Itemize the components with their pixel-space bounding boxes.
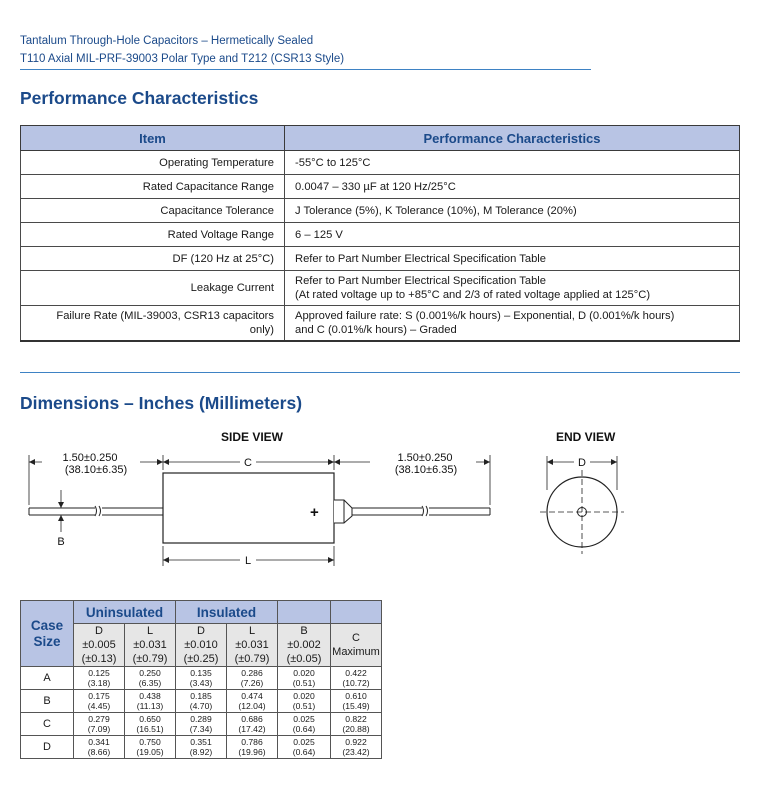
col-header: D ±0.005 (±0.13) <box>74 624 125 667</box>
col-header: C Maximum <box>331 624 382 667</box>
dimensions-section-title: Dimensions – Inches (Millimeters) <box>20 393 303 413</box>
perf-col-item: Item <box>21 126 285 151</box>
case-letter: C <box>21 713 74 736</box>
case-letter: D <box>21 736 74 759</box>
table-cell: 0.025 (0.64) <box>278 736 331 759</box>
end-view-label: END VIEW <box>556 430 616 444</box>
case-letter: A <box>21 667 74 690</box>
document-header-line1: Tantalum Through-Hole Capacitors – Hermetically Sealed <box>20 35 314 47</box>
perf-value-line1: Refer to Part Number Electrical Specification Table <box>295 275 547 287</box>
table-cell: 0.250 (6.35) <box>125 667 176 690</box>
perf-item: Capacitance Tolerance <box>21 199 285 223</box>
left-lead-length-mm: (38.10±6.35) <box>64 464 128 476</box>
perf-value-line2: and C (0.01%/k hours) – Graded <box>295 324 457 336</box>
table-cell: 0.341 (8.66) <box>74 736 125 759</box>
table-cell: 0.422 (10.72) <box>331 667 382 690</box>
table-cell: 0.650 (16.51) <box>125 713 176 736</box>
perf-value: J Tolerance (5%), K Tolerance (10%), M Tolerance (20%) <box>285 199 740 223</box>
perf-value: 0.0047 – 330 µF at 120 Hz/25°C <box>285 175 740 199</box>
table-cell: 0.279 (7.09) <box>74 713 125 736</box>
performance-section-title: Performance Characteristics <box>20 88 259 108</box>
side-view-label: SIDE VIEW <box>221 430 284 444</box>
capacitor-body <box>163 473 334 543</box>
dim-label-b: B <box>57 536 65 548</box>
table-cell: 0.686 (17.42) <box>227 713 278 736</box>
table-row <box>21 667 382 690</box>
perf-item: DF (120 Hz at 25°C) <box>21 247 285 271</box>
perf-item: Failure Rate (MIL-39003, CSR13 capacitors only) <box>21 306 285 342</box>
dim-label-d: D <box>578 457 586 469</box>
polarity-plus: + <box>310 504 319 521</box>
table-cell: 0.351 (8.92) <box>176 736 227 759</box>
perf-item: Operating Temperature <box>21 151 285 175</box>
dim-label-c: C <box>244 457 252 469</box>
perf-value: 6 – 125 V <box>285 223 740 247</box>
right-lead-length-mm: (38.10±6.35) <box>394 464 458 476</box>
uninsulated-header: Uninsulated <box>74 601 176 624</box>
perf-value: -55°C to 125°C <box>285 151 740 175</box>
table-cell: 0.822 (20.88) <box>331 713 382 736</box>
table-cell: 0.289 (7.34) <box>176 713 227 736</box>
table-cell: 0.474 (12.04) <box>227 690 278 713</box>
document-header-line2: T110 Axial MIL-PRF-39003 Polar Type and T212 (CSR13 Style) <box>20 53 345 65</box>
table-cell: 0.185 (4.70) <box>176 690 227 713</box>
perf-item: Rated Capacitance Range <box>21 175 285 199</box>
table-cell: 0.438 (11.13) <box>125 690 176 713</box>
table-cell: 0.610 (15.49) <box>331 690 382 713</box>
right-lead-length: 1.50±0.250 <box>397 452 453 464</box>
table-cell: 0.135 (3.43) <box>176 667 227 690</box>
perf-value-line2: (At rated voltage up to +85°C and 2/3 of rated voltage applied at 125°C) <box>295 289 651 301</box>
table-row <box>21 690 382 713</box>
table-cell: 0.125 (3.18) <box>74 667 125 690</box>
insulated-header: Insulated <box>176 601 278 624</box>
table-cell: 0.786 (19.96) <box>227 736 278 759</box>
perf-item: Rated Voltage Range <box>21 223 285 247</box>
dim-label-l: L <box>244 555 252 567</box>
case-letter: B <box>21 690 74 713</box>
col-header: D ±0.010 (±0.25) <box>176 624 227 667</box>
perf-item: Leakage Current <box>21 271 285 306</box>
table-row <box>21 736 382 759</box>
col-header: L ±0.031 (±0.79) <box>227 624 278 667</box>
perf-value-line1: Approved failure rate: S (0.001%/k hours) – Exponential, D (0.001%/k hours) <box>295 310 675 322</box>
left-lead-length: 1.50±0.250 <box>62 452 118 464</box>
perf-col-characteristics: Performance Characteristics <box>285 126 740 151</box>
table-cell: 0.286 (7.26) <box>227 667 278 690</box>
col-header: B ±0.002 (±0.05) <box>278 624 331 667</box>
table-row <box>21 713 382 736</box>
table-cell: 0.025 (0.64) <box>278 713 331 736</box>
table-cell: 0.922 (23.42) <box>331 736 382 759</box>
table-cell: 0.750 (19.05) <box>125 736 176 759</box>
case-size-header: Case Size <box>21 601 74 667</box>
dimensions-table <box>20 600 382 759</box>
col-header: L ±0.031 (±0.79) <box>125 624 176 667</box>
perf-value: Refer to Part Number Electrical Specification Table <box>285 247 740 271</box>
table-cell: 0.020 (0.51) <box>278 690 331 713</box>
table-cell: 0.020 (0.51) <box>278 667 331 690</box>
table-cell: 0.175 (4.45) <box>74 690 125 713</box>
